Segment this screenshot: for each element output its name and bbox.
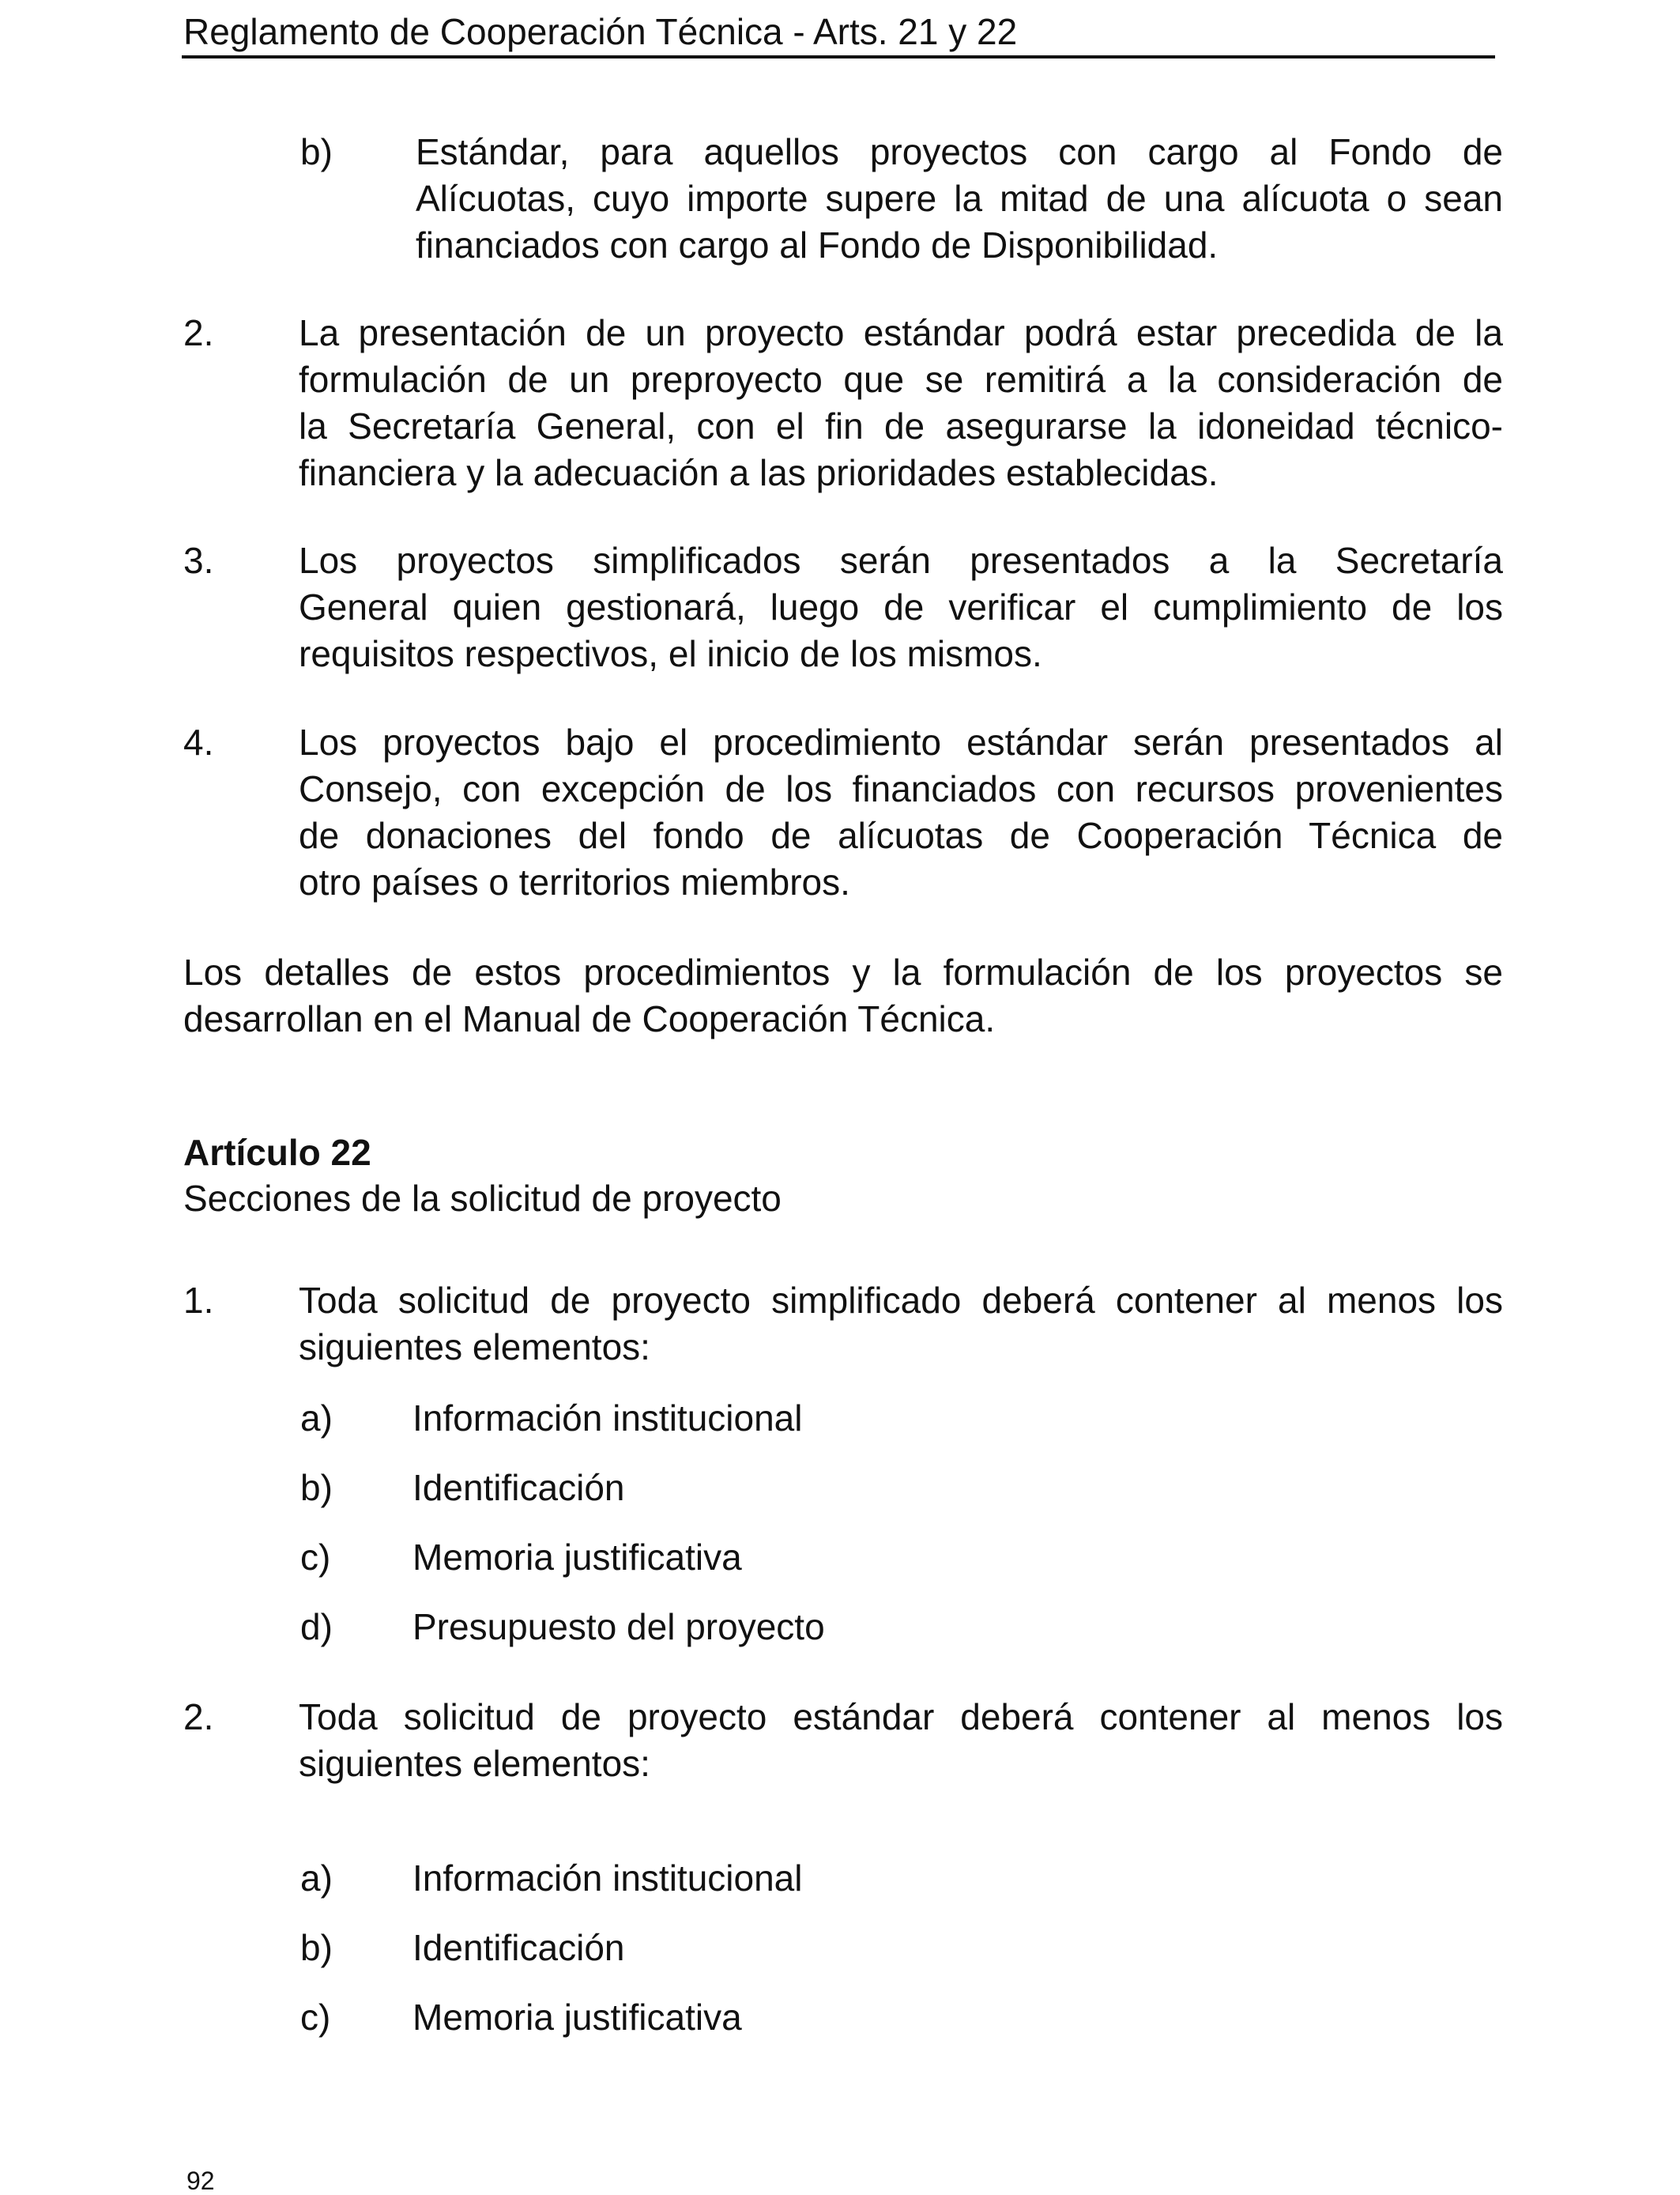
text-line: Los proyectos simplificados serán presentados a la Secretaría	[299, 540, 1503, 581]
item-text	[299, 310, 1503, 496]
text-line: Los proyectos bajo el procedimiento estándar serán presentados al	[299, 722, 1503, 763]
text-line: siguientes elementos:	[299, 1326, 650, 1367]
text-line: de donaciones del fondo de alícuotas de Cooperación Técnica de	[299, 815, 1503, 856]
text-line: siguientes elementos:	[299, 1743, 650, 1784]
art21-closing-paragraph	[183, 949, 1503, 1043]
subitem-label: b)	[300, 1927, 333, 1968]
subitem-text: Información institucional	[412, 1857, 803, 1899]
art22-item-2	[183, 1694, 1503, 1787]
text-line: requisitos respectivos, el inicio de los mismos.	[299, 633, 1042, 674]
text-line: desarrollan en el Manual de Cooperación Técnica.	[183, 998, 996, 1039]
text-line: la Secretaría General, con el fin de asegurarse la idoneidad técnico-	[299, 405, 1503, 447]
subitem-text: Presupuesto del proyecto	[412, 1606, 825, 1647]
header-rule	[182, 55, 1495, 58]
item-text	[299, 719, 1503, 906]
item-number: 2.	[183, 312, 214, 353]
item-text	[299, 1277, 1503, 1371]
subitem-label: c)	[300, 1997, 331, 2038]
item-text	[299, 1694, 1503, 1787]
text-line: formulación de un preproyecto que se remitirá a la consideración de	[299, 359, 1503, 400]
subitem-label: a)	[300, 1857, 333, 1899]
article-heading: Artículo 22	[183, 1132, 371, 1173]
text-line: Los detalles de estos procedimientos y la formulación de los proyectos se	[183, 952, 1503, 993]
item-number: 1.	[183, 1280, 214, 1321]
text-line: financiera y la adecuación a las prioridades establecidas.	[299, 452, 1219, 493]
text-line: Alícuotas, cuyo importe supere la mitad de una alícuota o sean	[416, 178, 1503, 219]
page-number: 92	[186, 2167, 215, 2195]
item-number: 2.	[183, 1696, 214, 1737]
text-line: Estándar, para aquellos proyectos con cargo al Fondo de	[416, 131, 1503, 172]
item-text	[416, 129, 1503, 269]
text-line: otro países o territorios miembros.	[299, 862, 850, 903]
text-line: Toda solicitud de proyecto estándar deberá contener al menos los	[299, 1696, 1503, 1737]
subitem-text: Identificación	[412, 1927, 625, 1968]
text-line: Consejo, con excepción de los financiados con recursos provenientes	[299, 768, 1503, 809]
article-subtitle: Secciones de la solicitud de proyecto	[183, 1178, 782, 1219]
text-line: Toda solicitud de proyecto simplificado deberá contener al menos los	[299, 1280, 1503, 1321]
subitem-label: a)	[300, 1397, 333, 1439]
item-text	[299, 537, 1503, 677]
running-header: Reglamento de Cooperación Técnica - Arts. 21 y 22	[183, 11, 1018, 52]
art21-item-b	[300, 129, 1503, 269]
subitem-text: Memoria justificativa	[412, 1537, 742, 1578]
text-line: La presentación de un proyecto estándar podrá estar precedida de la	[299, 312, 1503, 353]
subitem-text: Identificación	[412, 1467, 625, 1508]
text-line: financiados con cargo al Fondo de Disponibilidad.	[416, 224, 1219, 266]
subitem-text: Información institucional	[412, 1397, 803, 1439]
art21-item-4	[183, 719, 1503, 906]
item-number: 4.	[183, 722, 214, 763]
text-line: General quien gestionará, luego de verificar el cumplimiento de los	[299, 586, 1503, 628]
subitem-label: c)	[300, 1537, 331, 1578]
art21-item-2	[183, 310, 1503, 496]
subitem-text: Memoria justificativa	[412, 1997, 742, 2038]
item-label: b)	[300, 131, 333, 172]
subitem-label: d)	[300, 1606, 333, 1647]
item-number: 3.	[183, 540, 214, 581]
subitem-label: b)	[300, 1467, 333, 1508]
art22-item-1	[183, 1277, 1503, 1371]
art21-item-3	[183, 537, 1503, 677]
